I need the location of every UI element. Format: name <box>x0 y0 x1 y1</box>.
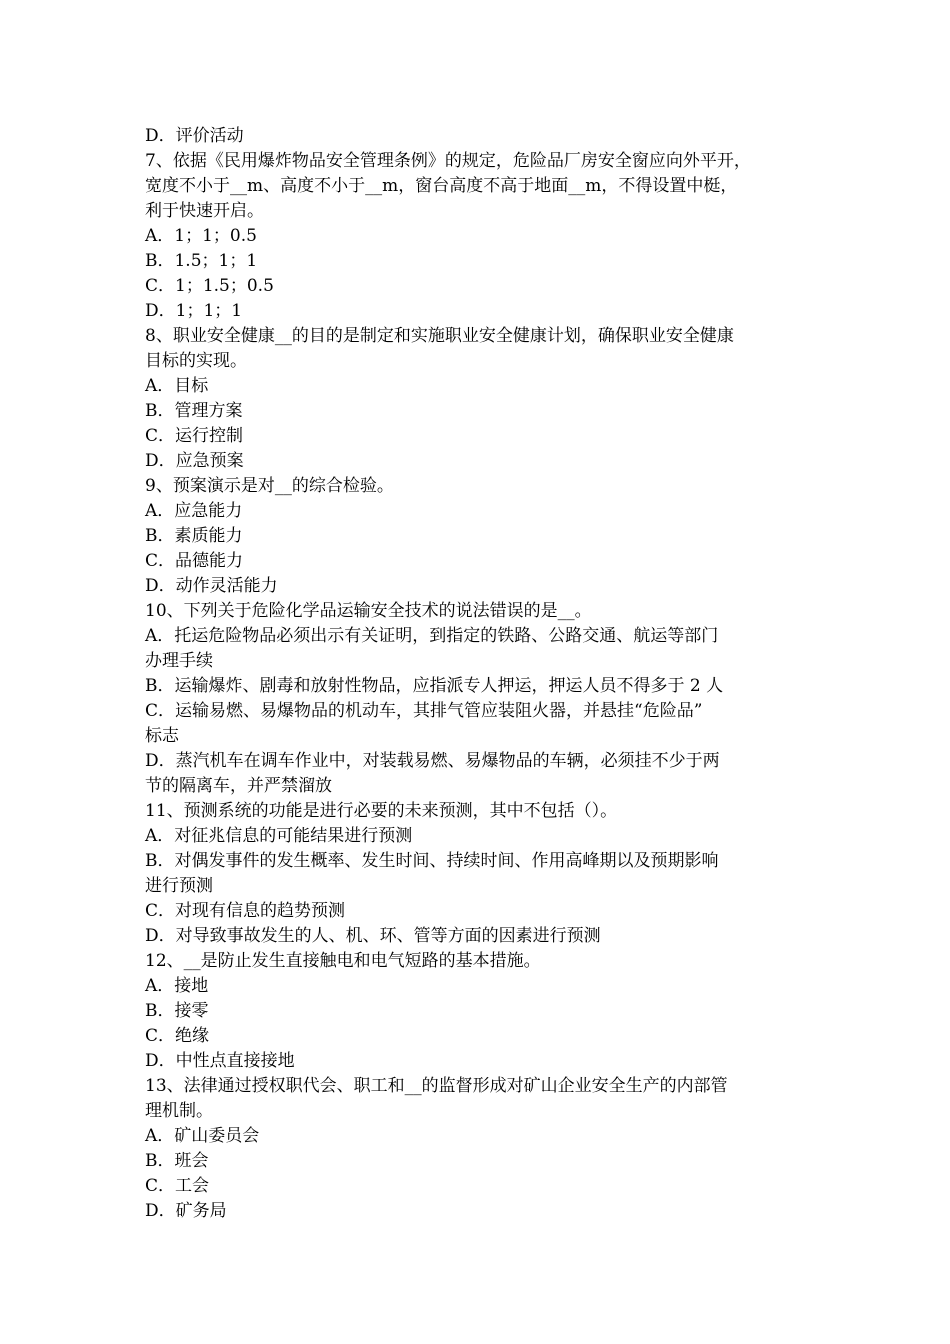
question-9-option-b: B．素质能力 <box>145 526 243 546</box>
question-10-option-d: 节的隔离车，并严禁溜放 <box>145 776 332 796</box>
question-12-stem: 12、__是防止发生直接触电和电气短路的基本措施。 <box>145 951 541 971</box>
question-7-option-c: C．1；1.5；0.5 <box>145 276 274 296</box>
question-12-option-d: D．中性点直接接地 <box>145 1051 295 1071</box>
question-8-stem: 目标的实现。 <box>145 351 247 371</box>
document-page <box>145 124 815 1224</box>
question-7-option-a: A．1；1；0.5 <box>145 226 257 246</box>
question-11-option-d: D．对导致事故发生的人、机、环、管等方面的因素进行预测 <box>145 926 601 946</box>
question-8-stem: 8、职业安全健康__的目的是制定和实施职业安全健康计划，确保职业安全健康 <box>145 326 734 346</box>
question-11-option-b: 进行预测 <box>145 876 213 896</box>
question-11-option-b: B．对偶发事件的发生概率、发生时间、持续时间、作用高峰期以及预期影响 <box>145 851 719 871</box>
question-8-option-b: B．管理方案 <box>145 401 243 421</box>
question-9-option-a: A．应急能力 <box>145 501 243 521</box>
question-13-option-c: C．工会 <box>145 1176 210 1196</box>
question-10-option-d: D．蒸汽机车在调车作业中，对装载易燃、易爆物品的车辆，必须挂不少于两 <box>145 751 720 771</box>
question-10-option-b: B．运输爆炸、剧毒和放射性物品，应指派专人押运，押运人员不得多于 2 人 <box>145 676 724 696</box>
question-9-option-c: C．品德能力 <box>145 551 244 571</box>
question-13-option-d: D．矿务局 <box>145 1201 227 1221</box>
question-10-stem: 10、下列关于危险化学品运输安全技术的说法错误的是__。 <box>145 601 592 621</box>
question-10-option-c: C．运输易燃、易爆物品的机动车，其排气管应装阻火器，并悬挂“危险品” <box>145 701 703 721</box>
question-10-option-a: 办理手续 <box>145 651 213 671</box>
question-12-option-c: C．绝缘 <box>145 1026 210 1046</box>
question-9-stem: 9、预案演示是对__的综合检验。 <box>145 476 394 496</box>
question-13-stem: 13、法律通过授权职代会、职工和__的监督形成对矿山企业安全生产的内部管 <box>145 1076 728 1096</box>
question-11-stem: 11、预测系统的功能是进行必要的未来预测，其中不包括（）。 <box>145 801 618 821</box>
question-7-stem: 7、依据《民用爆炸物品安全管理条例》的规定，危险品厂房安全窗应向外平开， <box>145 151 751 171</box>
question-8-option-d: D．应急预案 <box>145 451 244 471</box>
question-7-option-b: B．1.5；1；1 <box>145 251 258 271</box>
question-13-option-b: B．班会 <box>145 1151 209 1171</box>
question-7-stem: 利于快速开启。 <box>145 201 264 221</box>
question-11-option-c: C．对现有信息的趋势预测 <box>145 901 346 921</box>
question-12-option-b: B．接零 <box>145 1001 209 1021</box>
question-13-stem: 理机制。 <box>145 1101 213 1121</box>
question-11-option-a: A．对征兆信息的可能结果进行预测 <box>145 826 413 846</box>
question-8-option-a: A．目标 <box>145 376 209 396</box>
text-line: D．评价活动 <box>145 126 244 146</box>
question-10-option-c: 标志 <box>145 726 179 746</box>
question-12-option-a: A．接地 <box>145 976 209 996</box>
question-7-option-d: D．1；1；1 <box>145 301 243 321</box>
question-13-option-a: A．矿山委员会 <box>145 1126 260 1146</box>
question-9-option-d: D．动作灵活能力 <box>145 576 278 596</box>
question-8-option-c: C．运行控制 <box>145 426 244 446</box>
question-10-option-a: A．托运危险物品必须出示有关证明，到指定的铁路、公路交通、航运等部门 <box>145 626 719 646</box>
question-7-stem: 宽度不小于__m、高度不小于__m，窗台高度不高于地面__m，不得设置中梃， <box>145 176 738 196</box>
